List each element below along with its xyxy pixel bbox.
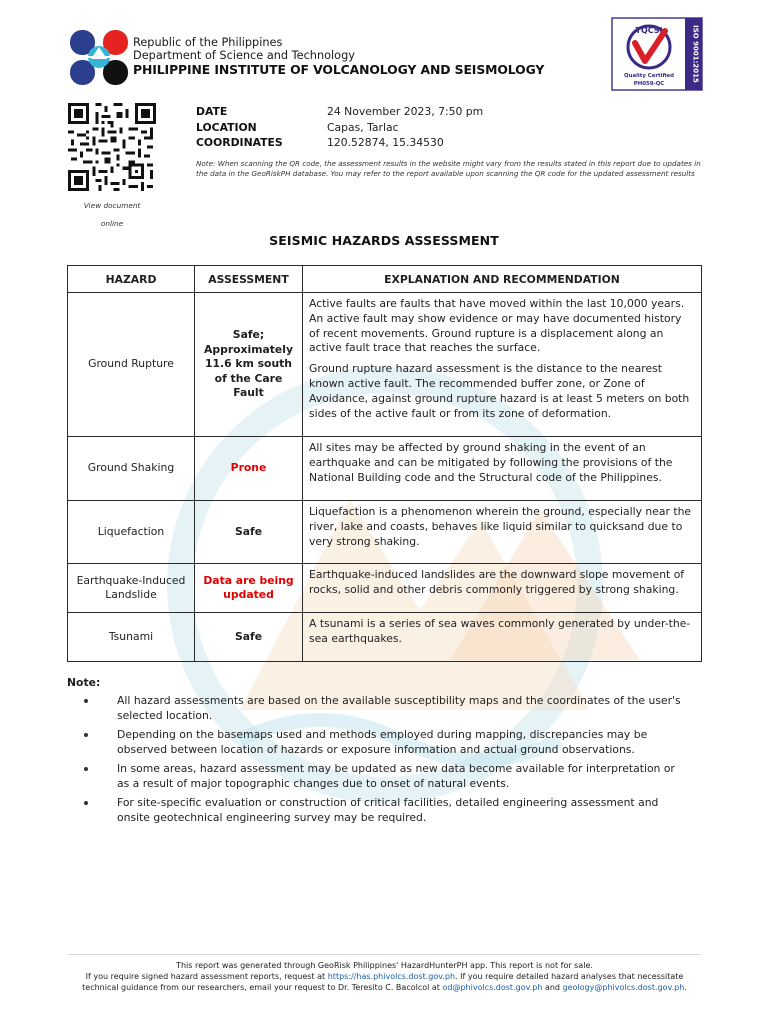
note-item — [84, 795, 684, 825]
qr-caption-line2: online — [100, 219, 124, 228]
footer-text: . If you require detailed hazard analyses that necessitate technical guidance from our researchers, email your request to Dr. Teresito C. Bacolcol at — [82, 972, 684, 992]
column-header-explanation: EXPLANATION AND RECOMMENDATION — [303, 266, 702, 293]
assessment-cell: Prone — [195, 437, 303, 501]
explanation-cell — [303, 293, 702, 437]
agency-line-republic: Republic of the Philippines — [133, 36, 283, 49]
column-header-assessment: ASSESSMENT — [195, 266, 303, 293]
svg-text:PH059-QC: PH059-QC — [633, 81, 665, 87]
qr-code[interactable] — [68, 103, 156, 191]
assessment-cell: Safe — [195, 501, 303, 564]
explanation-paragraph: Earthquake-induced landslides are the downward slope movement of rocks, solid and other debris commonly triggered by strong shaking. — [309, 568, 685, 596]
footer-contact — [68, 971, 701, 993]
explanation-paragraph: All sites may be affected by ground shaking in the event of an earthquake and can be mitigated by following the provisions of the National Building code and the Structural code of the Philippines. — [309, 441, 673, 484]
column-header-hazard: HAZARD — [68, 266, 195, 293]
hazard-assessment-request-link[interactable]: https://has.phivolcs.dost.gov.ph — [327, 972, 456, 981]
table-row-tsunami — [68, 613, 702, 662]
notes-title: Note: — [67, 676, 101, 689]
meta-value-date: 24 November 2023, 7:50 pm — [327, 105, 484, 119]
svg-text:Quality Certified: Quality Certified — [624, 73, 674, 79]
hazard-cell: Liquefaction — [68, 501, 195, 564]
explanation-cell — [303, 564, 702, 613]
meta-row-date — [196, 104, 483, 120]
meta-key-coordinates: COORDINATES — [196, 136, 283, 150]
meta-value-coordinates: 120.52874, 15.34530 — [327, 136, 444, 150]
hazard-cell: Tsunami — [68, 613, 195, 662]
phivolcs-logo — [68, 27, 130, 87]
bullet-icon — [84, 733, 88, 737]
note-text: Depending on the basemaps used and methods employed during mapping, discrepancies may be observed between location of hazards or exposure information and actual ground observations. — [117, 728, 648, 756]
meta-key-date: DATE — [196, 105, 228, 119]
footer-text: If you require signed hazard assessment reports, request at — [85, 972, 326, 981]
meta-row-coordinates — [196, 135, 483, 151]
agency-name-block — [133, 37, 544, 77]
table-row-earthquake-induced-landslide — [68, 564, 702, 613]
agency-line-institute: PHILIPPINE INSTITUTE OF VOLCANOLOGY AND SEISMOLOGY — [133, 62, 545, 77]
bullet-icon — [84, 801, 88, 805]
table-row-liquefaction — [68, 501, 702, 564]
agency-line-department: Department of Science and Technology — [133, 48, 355, 62]
hazard-cell: Ground Shaking — [68, 437, 195, 501]
explanation-cell — [303, 501, 702, 564]
footer-text: and — [544, 983, 560, 992]
explanation-paragraph: Active faults are faults that have moved within the last 10,000 years. An active fault may show evidence or may have documented history of recent movements. Ground rupture is a displacement along an active fault trace that reaches the surface. — [309, 297, 685, 355]
note-text: In some areas, hazard assessment may be updated as new data become available for interpretation or as a result of major topographic changes due to onset of natural events. — [117, 762, 675, 790]
assessment-cell: Data are being updated — [195, 564, 303, 613]
meta-row-location — [196, 120, 483, 136]
report-meta — [196, 104, 483, 151]
svg-text:TQCSI: TQCSI — [635, 26, 663, 35]
table-row-ground-shaking — [68, 437, 702, 501]
meta-value-location: Capas, Tarlac — [327, 120, 399, 134]
note-text: For site-specific evaluation or construction of critical facilities, detailed engineering assessment and onsite geotechnical engineering survey may be required. — [117, 796, 659, 824]
explanation-paragraph: A tsunami is a series of sea waves commonly generated by under-the-sea earthquakes. — [309, 617, 691, 645]
note-item — [84, 761, 684, 791]
bullet-icon — [84, 699, 88, 703]
qr-scan-note: Note: When scanning the QR code, the assessment results in the website might vary from the results stated in this report due to updates in the data in the GeoRiskPH database. You may refer to the report available upon scanning the QR code for the updated assessment results — [196, 159, 701, 179]
note-item — [84, 727, 684, 757]
footer-divider — [68, 954, 701, 955]
footer-disclaimer: This report was generated through GeoRisk Philippines' HazardHunterPH app. This report is not for sale. — [176, 961, 593, 970]
qr-caption — [66, 197, 158, 233]
footer — [68, 960, 701, 993]
explanation-paragraph: Liquefaction is a phenomenon wherein the ground, especially near the river, lake and coasts, behaves like liquid similar to quicksand due to very strong shaking. — [309, 505, 692, 548]
explanation-cell — [303, 613, 702, 662]
meta-key-location: LOCATION — [196, 120, 257, 134]
iso-certification-badge — [611, 17, 703, 91]
svg-text:ISO 9001:2015: ISO 9001:2015 — [691, 25, 700, 83]
hazard-cell: Earthquake-Induced Landslide — [68, 564, 195, 613]
note-text: All hazard assessments are based on the available susceptibility maps and the coordinates of the user's selected location. — [117, 694, 681, 722]
explanation-paragraph: Ground rupture hazard assessment is the distance to the nearest known active fault. The recommended buffer zone, or Zone of Avoidance, against ground rupture hazard is at least 5 meters on both sides of the active fault or from its zone of deformation. — [309, 362, 690, 420]
bullet-icon — [84, 767, 88, 771]
assessment-cell: Safe — [195, 613, 303, 662]
geology-email-link[interactable]: geology@phivolcs.dost.gov.ph — [562, 983, 685, 992]
qr-caption-line1: View document — [83, 201, 141, 210]
assessment-cell: Safe; Approximately 11.6 km south of the Care Fault — [195, 293, 303, 437]
page-title: SEISMIC HAZARDS ASSESSMENT — [269, 233, 499, 248]
table-header-row — [68, 266, 702, 293]
od-email-link[interactable]: od@phivolcs.dost.gov.ph — [442, 983, 543, 992]
footer-text: . — [684, 983, 687, 992]
hazard-assessment-table — [67, 265, 702, 662]
hazard-cell: Ground Rupture — [68, 293, 195, 437]
note-item — [84, 693, 684, 723]
explanation-cell — [303, 437, 702, 501]
notes-list — [84, 693, 684, 829]
table-row-ground-rupture — [68, 293, 702, 437]
